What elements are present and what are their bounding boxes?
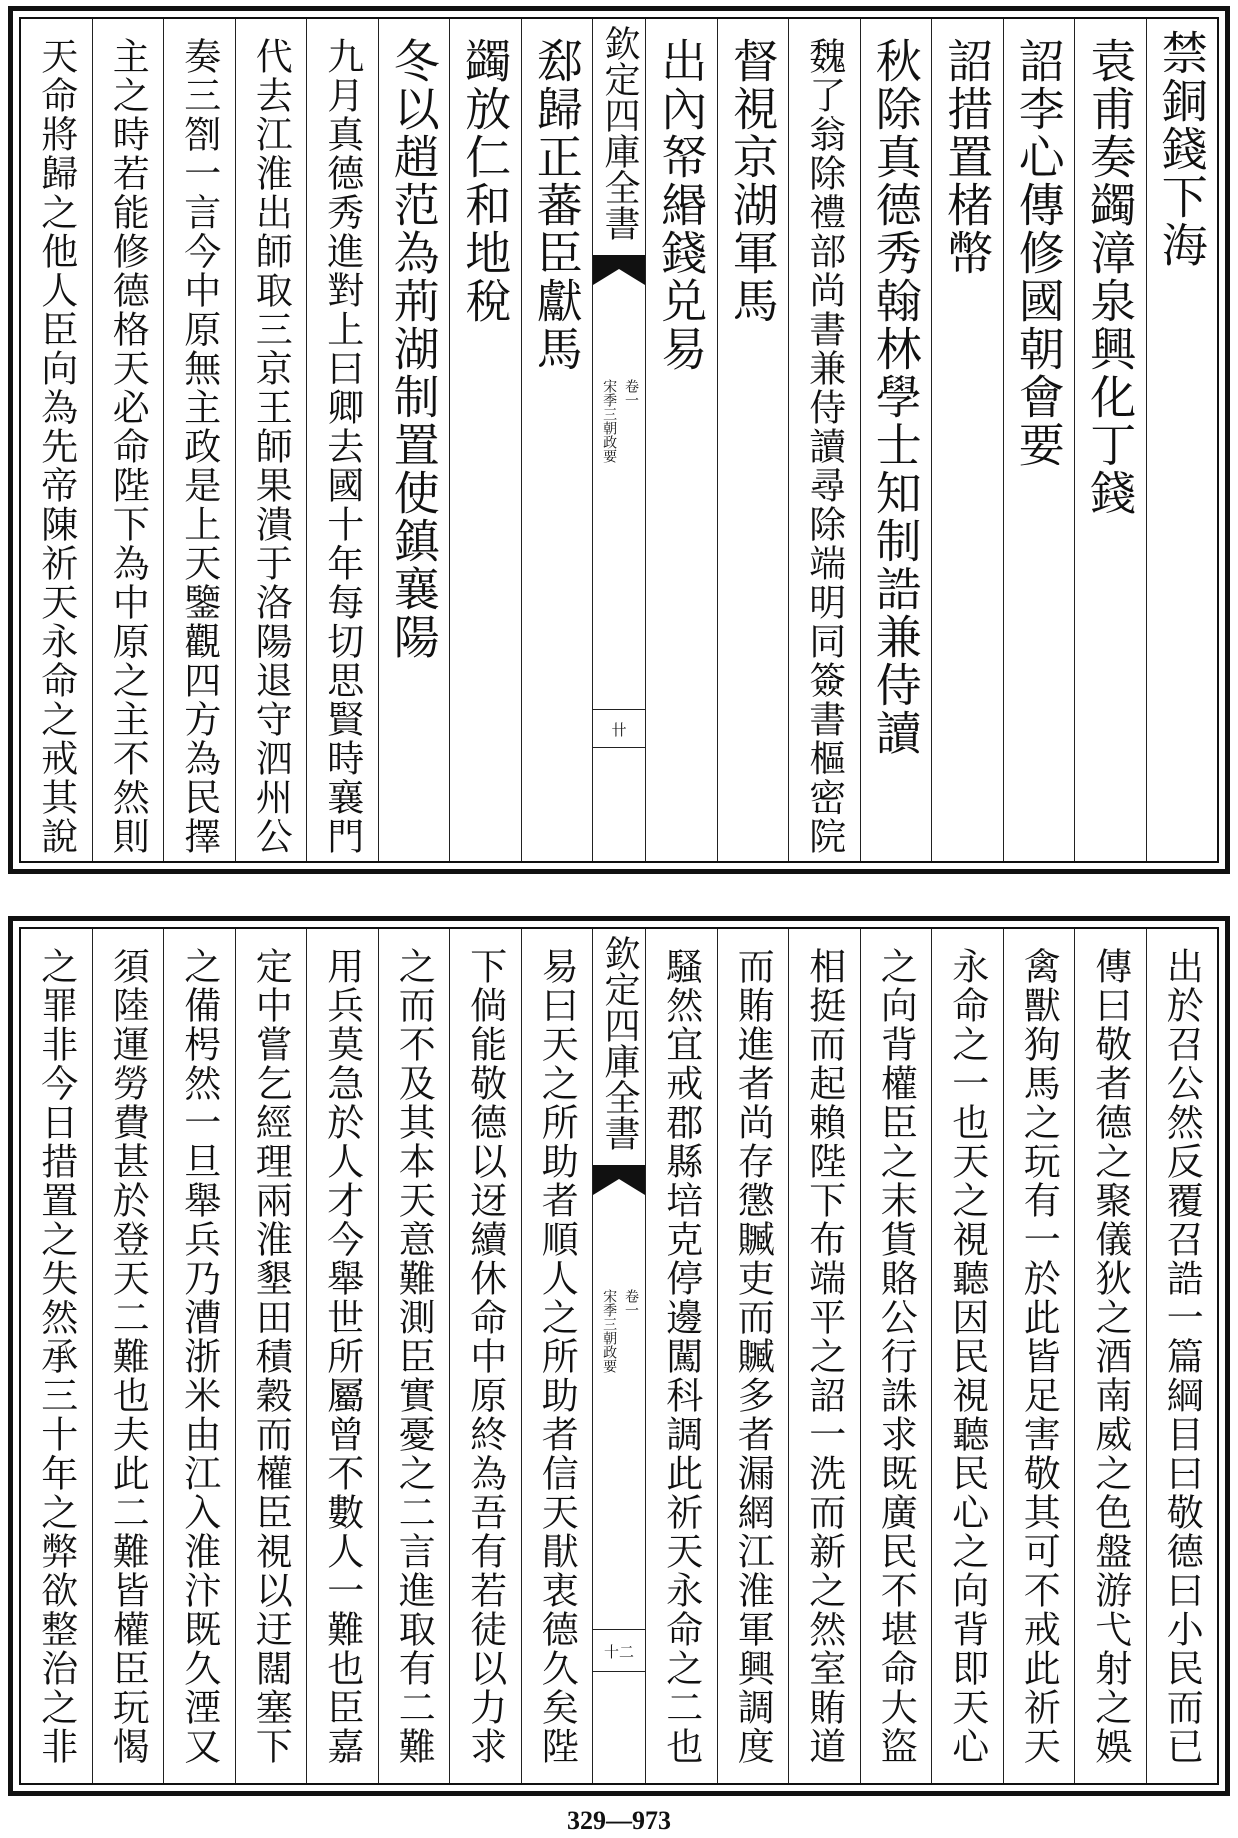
page-number: 329—973: [567, 1806, 671, 1835]
center-fold: [592, 19, 645, 861]
text-column: 下倘能敬德以迓續休命中原終為吾有若徒以力求: [449, 929, 521, 1783]
folio-rule: [593, 1629, 645, 1630]
text-column: 奏三劄一言今中原無主政是上天鑒觀四方為民擇: [163, 19, 235, 861]
text-column: 之罪非今日措置之失然承三十年之弊欲整治之非: [34, 947, 78, 1766]
folio-rule: [593, 747, 645, 748]
text-column: 督視京湖軍馬: [717, 19, 789, 861]
text-column: 詔措置楮幣: [931, 19, 1003, 861]
text-column: 詔李心傳修國朝會要: [1003, 19, 1075, 861]
center-fold: [592, 929, 645, 1783]
text-column: 冬以趙范為荊湖制置使鎮襄陽: [378, 19, 450, 861]
text-column: 蠲放仁和地稅: [449, 19, 521, 861]
text-column: 定中嘗乞經理兩淮墾田積穀而權臣視以迂闊塞下: [235, 929, 307, 1783]
text-column: 須陸運勞費甚於登天二難也夫此二難皆權臣玩愒: [92, 929, 164, 1783]
text-column: 出內帑緡錢兑易: [645, 19, 717, 861]
fish-tail-mark-icon: [593, 255, 645, 295]
text-column: 九月真德秀進對上曰卿去國十年每切思賢時襄門: [306, 19, 378, 861]
text-column: 天命將歸之他人臣向為先帝陳祈天永命之戒其說: [34, 37, 78, 856]
text-column: 之備枵然一旦舉兵乃漕浙米由江入淮汴既久湮又: [163, 929, 235, 1783]
folio-rule: [593, 709, 645, 710]
text-column: 永命之一也天之視聽因民視聽民心之向背即天心: [931, 929, 1003, 1783]
text-column: 禽獸狗馬之玩有一於此皆足害敬其可不戒此祈天: [1003, 929, 1075, 1783]
text-column: 出於召公然反覆召誥一篇綱目曰敬德曰小民而已: [1146, 929, 1218, 1783]
text-column: 易曰天之所助者順人之所助者信天猒衷德久矣陛: [521, 929, 593, 1783]
top-page-columns: [19, 17, 1219, 863]
text-column: 之而不及其本天意難測臣實憂之二言進取有二難: [378, 929, 450, 1783]
folio-number: 卄: [611, 721, 627, 739]
volume-label: 卷一: [623, 379, 639, 407]
text-column: 郄歸正蕃臣獻馬: [521, 19, 593, 861]
text-column: 代去江淮出師取三京王師果潰于洛陽退守泗州公: [235, 19, 307, 861]
text-column: 禁銅錢下海: [1146, 19, 1218, 861]
fold-header-title: 欽定四庫全書: [599, 25, 640, 241]
text-column: 魏了翁除禮部尚書兼侍讀尋除端明同簽書樞密院: [788, 19, 860, 861]
fold-header-title: 欽定四庫全書: [599, 935, 640, 1151]
top-page-frame: [8, 6, 1230, 874]
book-title: 宋季三朝政要: [601, 1289, 618, 1373]
volume-label: 卷一: [623, 1289, 639, 1317]
text-column: 袁甫奏蠲漳泉興化丁錢: [1074, 19, 1146, 861]
text-column: 相挺而起賴陛下布端平之詔一洗而新之然室賄道: [788, 929, 860, 1783]
folio-number: 十二: [603, 1643, 635, 1661]
text-column: 傳曰敬者德之聚儀狄之酒南威之色盤游弋射之娛: [1074, 929, 1146, 1783]
bottom-page-columns: [19, 927, 1219, 1785]
text-column: 騷然宜戒郡縣培克停邊闖科調此祈天永命之二也: [645, 929, 717, 1783]
text-column: 主之時若能修德格天必命陛下為中原之主不然則: [92, 19, 164, 861]
fish-tail-mark-icon: [593, 1165, 645, 1205]
text-column: 用兵莫急於人才今舉世所屬曾不數人一難也臣嘉: [306, 929, 378, 1783]
text-column: 秋除真德秀翰林學士知制誥兼侍讀: [860, 19, 932, 861]
book-title: 宋季三朝政要: [601, 379, 618, 463]
bottom-page-frame: [8, 916, 1230, 1796]
folio-rule: [593, 1671, 645, 1672]
text-column: 之向背權臣之末貨賂公行誅求既廣民不堪命大盜: [860, 929, 932, 1783]
text-column: 而賄進者尚存懲贓吏而贓多者漏網江淮軍興調度: [717, 929, 789, 1783]
